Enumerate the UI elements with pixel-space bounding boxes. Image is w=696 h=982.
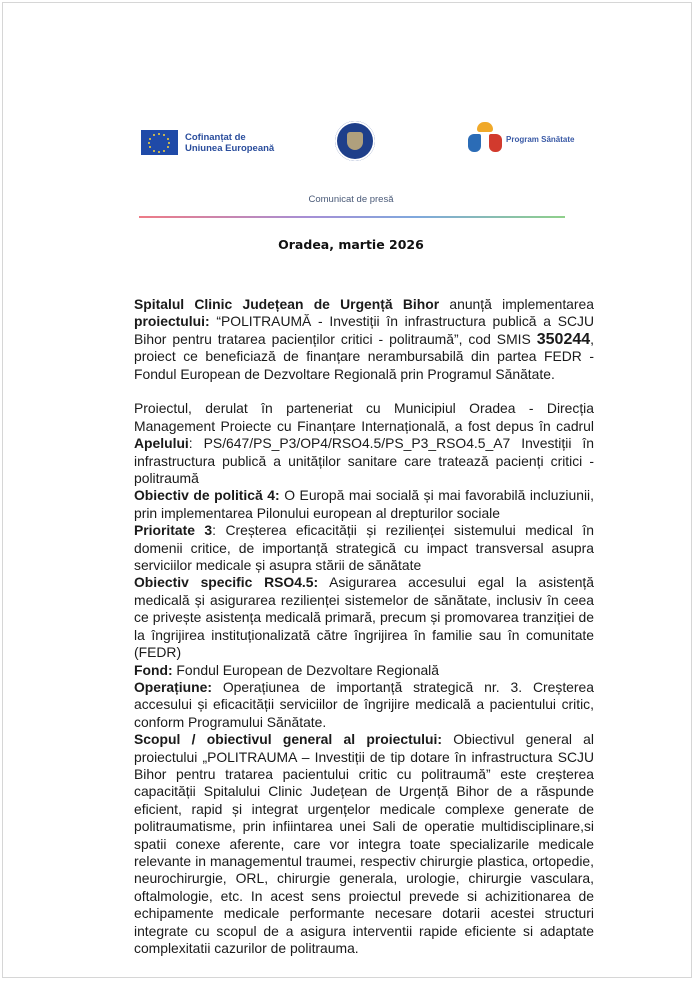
policy-objective-text: O Europă mai socială și mai favorabilă incluziunii, prin implementarea Pilonului european al drepturilor sociale [134,487,594,521]
document-page [2,2,692,978]
project-title: “POLITRAUMĂ - Investiții în infrastructura publică a SCJU Bihor pentru tratarea pacienților critici - politraumă”, cod SMIS [134,313,594,347]
operation-text: Operațiunea de importanță strategică nr. 3. Creșterea accesului și eficacității serviciilor de îngrijire medicală a pacientului critic, conform Programului Sănătate. [134,678,594,730]
press-release-label: Comunicat de presă [308,194,394,205]
policy-objective-label: Obiectiv de politică 4: [134,487,280,504]
document-body [134,296,594,957]
funding-text: , proiect ce beneficiază de finanțare nerambursabilă din partea FEDR - Fondul European de Dezvoltare Regională prin Programul Sănătate. [134,330,594,382]
call-label: Apelului [134,435,189,452]
smis-code: 350244 [536,330,591,348]
hospital-name: Spitalul Clinic Județean de Urgență Bihor [134,296,440,312]
fund [134,662,594,679]
priority-text: : Creșterea eficacității și rezilienței sistemului medical în domenii critice, de importanță strategică cu impact transversal asupra serviciilor medicale și asupra stării de sănătate [134,522,594,574]
priority [134,522,594,574]
project-goal-text: Obiectivul general al proiectului „POLITRAUMA – Investiții de tip dotare în infrastructura SCJU Bihor pentru tratarea pacientului critic cu politraumă” este creșterea capacității Spitalului Clinic Județean de Urgență Bihor de a răspunde eficient, rapid și integrat urgențelor medicale complexe generate de politraumatisme, prin infiintarea unei Sali de operatie multidisciplinare,si spatii conexe aferente, care vor integra toate specializarile medicale relevante in managementul traumei, respectiv chirurgie plastica, ortopedie, neurochirurgie, ORL, chirurgie generala, urologie, chirurgie vasculara, oftalmologie, etc. In acest sens proiectul prevede si achizitionarea de echipamente medicale performante necesare dotarii acestei structuri integrate cu scopul de a asigura interventii rapide eficiente si adaptate complexitatii cazurilor de politrauma. [134,731,594,957]
operation [134,679,594,731]
partnership-paragraph [134,400,594,487]
intro-paragraph [134,296,594,383]
call-text: : PS/647/PS_P3/OP4/RSO4.5/PS_P3_RSO4.5_A7 Investiții în infrastructura publică a unităților sanitare care tratează pacienți critici - politraumă [134,435,594,487]
specific-objective-label: Obiectiv specific RSO4.5: [134,574,319,591]
project-goal-label: Scopul / obiectivul general al proiectului: [134,731,443,748]
program-sanatate-icon [468,122,502,156]
romanian-government-seal-icon [335,121,375,161]
program-sanatate-label: Program Sănătate [506,134,575,144]
eu-logo-line2: Uniunea Europeană [185,142,275,154]
eu-logo-line1: Cofinanțat de [185,131,246,143]
fund-label: Fond: [134,661,173,678]
specific-objective [134,574,594,661]
eu-logo-text [185,132,274,154]
project-label: proiectului: [134,313,210,330]
eu-cofinancing-logo [141,130,274,155]
eu-flag-icon [141,130,178,155]
partnership-text: Proiectul, derulat în parteneriat cu Municipiul Oradea - Direcția Management Proiecte cu Finanțare Internațională, a fost depus în cadrul [134,400,594,434]
specific-objective-text: Asigurarea accesului egal la asistență medicală și asigurarea rezilienței sistemelor de sănătate, inclusiv în ceea ce privește asistența medicală primară, precum și promovarea tranziției de la îngrijirea instituționalizată către îngrijirea în familie sau în comunitate (FEDR) [134,574,594,661]
operation-label: Operațiune: [134,678,212,695]
fund-text: Fondul European de Dezvoltare Regională [172,661,439,678]
priority-label: Prioritate 3 [134,522,213,539]
program-sanatate-logo [468,122,574,156]
intro-text: anunță implementarea [439,296,594,312]
dateline: Oradea, martie 2026 [278,237,424,252]
project-goal [134,731,594,957]
coat-of-arms-icon [347,132,363,150]
policy-objective [134,487,594,522]
header-divider [139,216,565,218]
